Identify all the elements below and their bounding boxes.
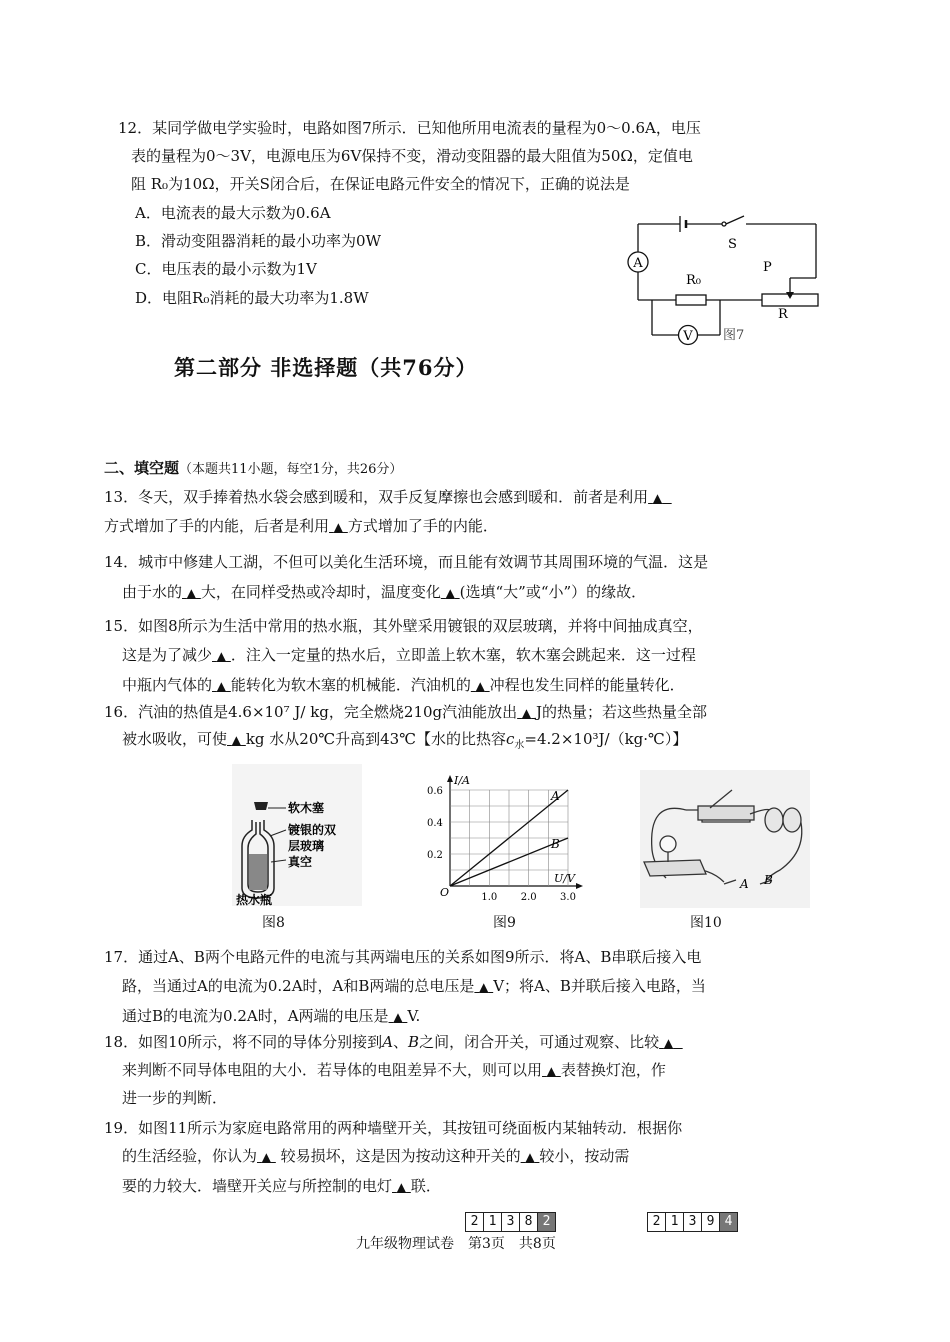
ammeter-label: A <box>633 256 643 271</box>
q18-b-symbol: B <box>408 1033 420 1051</box>
q18-a-symbol: A <box>382 1033 394 1051</box>
answer-blank: ▲ <box>479 980 489 994</box>
code-digit-highlight: 2 <box>537 1212 556 1232</box>
q13-text-a: 13．冬天，双手捧着热水袋会感到暖和，双手反复摩擦也会感到暖和．前者是利用 <box>104 488 649 506</box>
code-digit: 8 <box>519 1212 538 1232</box>
q15-line1: 15．如图8所示为生活中常用的热水瓶，其外壁采用镀银的双层玻璃，并将中间抽成真空， <box>104 617 703 635</box>
origin-label: O <box>440 886 450 899</box>
label-thermos: 热水瓶 <box>236 893 273 906</box>
answer-blank: ▲ <box>546 1064 557 1078</box>
answer-blank: ▲ <box>333 520 344 534</box>
answer-blank: ▲ <box>525 1150 535 1164</box>
answer-blank: ▲ <box>652 491 663 505</box>
code-digit: 3 <box>501 1212 520 1232</box>
q15-text-d: 中瓶内气体的 <box>122 676 213 694</box>
clip-b-label: B <box>764 873 773 887</box>
answer-blank: ▲ <box>445 586 455 600</box>
y-axis-label: I/A <box>454 774 470 787</box>
section2-note: （本题共11小题，每空1分，共26分） <box>179 462 403 477</box>
q18-text-a5: 之间，闭合开关，可通过观察、比较 <box>419 1033 660 1051</box>
q17-line1: 17．通过A、B两个电路元件的电流与其两端电压的关系如图9所示．将A、B串联后接入电 <box>104 948 702 966</box>
line-a-label: A <box>551 789 560 803</box>
q14-text-b: 由于水的 <box>122 583 183 601</box>
code-digit: 1 <box>483 1212 502 1232</box>
q14-text-c: 大，在同样受热或冷却时，温度变化 <box>200 583 441 601</box>
q15-line2 <box>122 643 696 668</box>
figure-10-circuit <box>640 770 810 908</box>
label-cork: 软木塞 <box>288 801 325 815</box>
q18-line3: 进一步的判断． <box>122 1089 228 1107</box>
hot-water <box>249 854 267 890</box>
figure-9-chart <box>420 772 590 912</box>
q16-text-b: J的热量；若这些热量全部 <box>535 703 707 721</box>
answer-blank: ▲ <box>231 733 242 747</box>
q17-text-e: V. <box>407 1007 421 1025</box>
q16-water-sub: 水 <box>514 740 525 751</box>
q12-line1: 12．某同学做电学实验时，电路如图7所示．已知他所用电流表的量程为0～0.6A，电压 <box>118 119 701 137</box>
q16-line2 <box>122 727 687 758</box>
q18-text-c: 表替换灯泡，作 <box>560 1061 666 1079</box>
fig7-caption: 图7 <box>723 328 745 343</box>
q15-text-f: 冲程也发生同样的能量转化． <box>489 676 685 694</box>
q18-text-a: 18．如图10所示，将不同的导体分别接到 <box>104 1033 383 1051</box>
q18-line1 <box>104 1030 683 1055</box>
q16-text-d: kg 水从20℃升高到43℃【水的比热容 <box>245 730 507 748</box>
fig10-caption: 图10 <box>690 915 722 931</box>
q16-text-g: =4.2×10³J/（kg·℃）】 <box>524 730 688 748</box>
x-tick-label: 3.0 <box>560 892 576 903</box>
q18-sep: 、 <box>393 1033 409 1051</box>
q13-line1 <box>104 485 672 510</box>
q17-line2 <box>122 974 706 999</box>
clip-a-label: A <box>740 877 749 891</box>
r0-label: R₀ <box>686 273 701 288</box>
answer-blank: ▲ <box>216 649 227 663</box>
r-label: R <box>778 307 788 322</box>
section2-title: 二、填空题 <box>104 459 180 477</box>
q17-text-c: V；将A、B并联后接入电路，当 <box>493 977 706 995</box>
y-tick-label: 0.6 <box>427 786 443 797</box>
label-silver-1: 镀银的双 <box>288 823 337 837</box>
switch-label: S <box>728 237 737 252</box>
answer-blank: ▲ <box>216 679 227 693</box>
q15-text-b: 这是为了减少 <box>122 646 213 664</box>
code-digit-highlight: 4 <box>719 1212 738 1232</box>
q19-text-b: 的生活经验，你认为 <box>122 1147 258 1165</box>
q17-text-b: 路，当通过A的电流为0.2A时，A和B两端的总电压是 <box>122 977 475 995</box>
answer-blank: ▲ <box>186 586 197 600</box>
figure-7-circuit <box>620 214 830 346</box>
q19-text-d: 较小，按动需 <box>539 1147 630 1165</box>
label-silver-2: 层玻璃 <box>288 839 325 853</box>
part2-title: 第二部分 非选择题（共76分） <box>174 355 478 380</box>
q12-option-b: B．滑动变阻器消耗的最小功率为0W <box>135 232 381 250</box>
section2-heading <box>104 456 402 482</box>
q19-line2 <box>122 1144 629 1169</box>
figure-8-thermos <box>232 764 362 906</box>
answer-blank: ▲ <box>261 1150 272 1164</box>
answer-blank: ▲ <box>521 706 532 720</box>
q15-text-e: 能转化为软木塞的机械能．汽油机的 <box>230 676 471 694</box>
q12-option-c: C．电压表的最小示数为1V <box>135 260 317 278</box>
q17-line3 <box>122 1004 420 1029</box>
q19-line1: 19．如图11所示为家庭电路常用的两种墙壁开关，其按钮可绕面板内某轴转动．根据你 <box>104 1119 683 1137</box>
line-b-label: B <box>551 837 560 851</box>
q13-text-b: 方式增加了手的内能，后者是利用 <box>104 517 330 535</box>
q16-c-symbol: c <box>506 730 515 748</box>
answer-blank: ▲ <box>663 1036 674 1050</box>
q19-text-c: 较易损坏，这是因为按动这种开关的 <box>280 1147 521 1165</box>
q12-option-a: A．电流表的最大示数为0.6A <box>135 204 331 222</box>
q19-line3 <box>122 1174 441 1199</box>
answer-blank: ▲ <box>475 679 485 693</box>
y-tick-label: 0.4 <box>427 818 443 829</box>
answer-blank: ▲ <box>393 1010 403 1024</box>
answer-blank: ▲ <box>396 1180 407 1194</box>
q12-line2: 表的量程为0～3V，电源电压为6V保持不变，滑动变阻器的最大阻值为50Ω，定值电 <box>131 147 693 165</box>
code-digit: 2 <box>647 1212 666 1232</box>
slider-label: P <box>763 260 772 275</box>
code-digit: 1 <box>665 1212 684 1232</box>
x-axis-arrow-icon <box>576 883 583 889</box>
slider-arrow-icon <box>786 292 794 299</box>
code-digit: 2 <box>465 1212 484 1232</box>
q14-line2 <box>122 580 646 605</box>
fig9-caption: 图9 <box>493 915 516 931</box>
q18-text-b: 来判断不同导体电阻的大小．若导体的电阻差异不大，则可以用 <box>122 1061 543 1079</box>
cork-icon <box>254 802 268 810</box>
voltmeter-label: V <box>683 329 693 344</box>
q13-text-c: 方式增加了手的内能． <box>347 517 498 535</box>
y-axis-arrow-icon <box>447 775 453 782</box>
x-tick-label: 1.0 <box>481 892 498 903</box>
q16-text-a: 16．汽油的热值是4.6×10⁷ J/ kg，完全燃烧210g汽油能放出 <box>104 703 518 721</box>
q19-text-e: 要的力较大．墙壁开关应与所控制的电灯 <box>122 1177 393 1195</box>
page-code-right <box>648 1212 738 1232</box>
q15-line3 <box>122 673 685 698</box>
q13-line2 <box>104 514 498 539</box>
y-tick-label: 0.2 <box>427 850 443 861</box>
x-tick-label: 2.0 <box>520 892 537 903</box>
x-axis-label: U/V <box>554 872 575 885</box>
page-code-left <box>466 1212 556 1232</box>
q16-text-c: 被水吸收，可使 <box>122 730 228 748</box>
q14-text-d: (选填“大”或“小”）的缘故． <box>459 583 647 601</box>
q12-option-d: D．电阻R₀消耗的最大功率为1.8W <box>135 289 369 307</box>
q17-text-d: 通过B的电流为0.2A时，A两端的电压是 <box>122 1007 389 1025</box>
q14-line1: 14．城市中修建人工湖，不但可以美化生活环境，而且能有效调节其周围环境的气温．这是 <box>104 553 709 571</box>
q12-line3: 阻 R₀为10Ω，开关S闭合后，在保证电路元件安全的情况下，正确的说法是 <box>131 175 630 193</box>
code-digit: 9 <box>701 1212 720 1232</box>
fig8-caption: 图8 <box>262 915 285 931</box>
q15-text-c: ．注入一定量的热水后，立即盖上软木塞，软木塞会跳起来．这一过程 <box>230 646 696 664</box>
q16-line1 <box>104 700 707 725</box>
footer-page-info: 九年级物理试卷 第3页 共8页 <box>356 1236 556 1252</box>
code-digit: 3 <box>683 1212 702 1232</box>
q19-text-f: 联． <box>410 1177 441 1195</box>
q18-line2 <box>122 1058 666 1083</box>
label-vacuum: 真空 <box>288 855 313 869</box>
